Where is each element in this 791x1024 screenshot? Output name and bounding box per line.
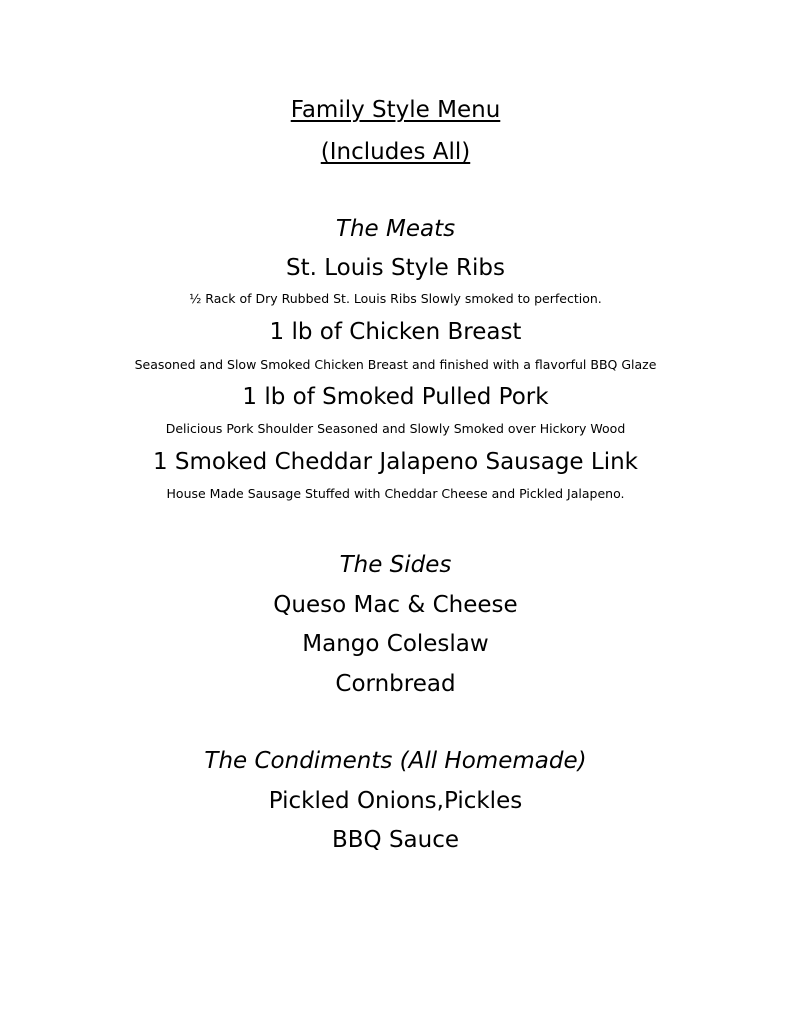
condiment-item: BBQ Sauce [331,827,460,853]
meat-item-description: House Made Sausage Stuffed with Cheddar Cheese and Pickled Jalapeno. [166,486,625,501]
menu-title: Family Style Menu [290,97,501,123]
condiment-item: Pickled Onions,Pickles [268,788,523,814]
meat-item-description: ½ Rack of Dry Rubbed St. Louis Ribs Slowly smoked to perfection. [189,291,602,306]
condiments-heading: The Condiments (All Homemade) [204,748,587,774]
meat-item-name: 1 lb of Smoked Pulled Pork [242,384,549,410]
meat-item-name: 1 Smoked Cheddar Jalapeno Sausage Link [152,449,638,475]
meat-item-name: St. Louis Style Ribs [285,255,506,281]
side-item: Cornbread [335,671,456,697]
meats-heading: The Meats [335,216,456,242]
side-item: Mango Coleslaw [302,631,489,657]
sides-heading: The Sides [339,552,452,578]
meat-item-name: 1 lb of Chicken Breast [269,319,522,345]
meat-item-description: Seasoned and Slow Smoked Chicken Breast and finished with a flavorful BBQ Glaze [134,357,657,372]
menu-subtitle: (Includes All) [320,139,471,165]
side-item: Queso Mac & Cheese [273,592,518,618]
meat-item-description: Delicious Pork Shoulder Seasoned and Slowly Smoked over Hickory Wood [165,421,626,436]
